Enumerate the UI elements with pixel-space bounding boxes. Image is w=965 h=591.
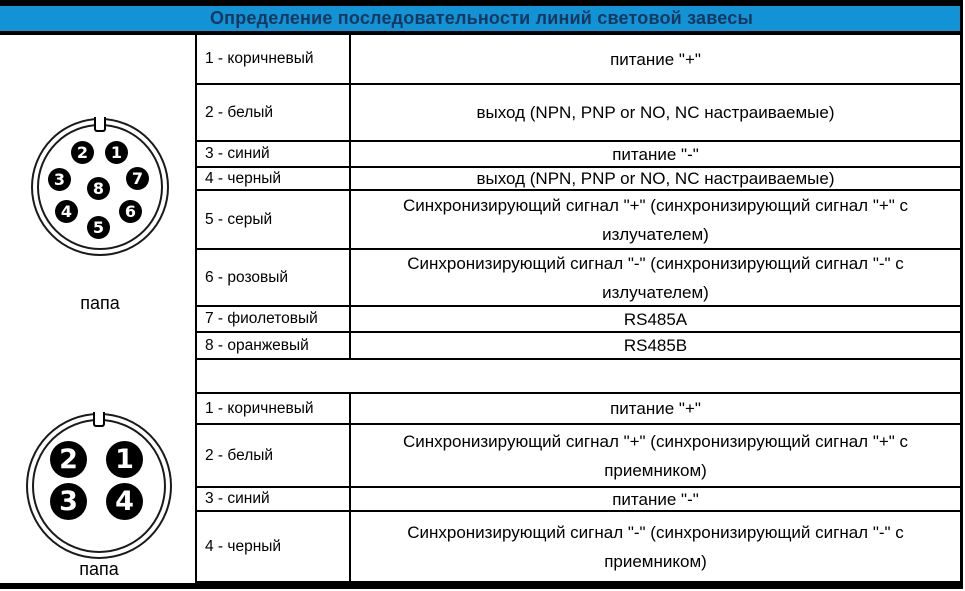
keyway-notch-icon (94, 117, 106, 132)
keyway-notch-icon (93, 412, 105, 427)
pin-label-cell: 4 - черный (197, 168, 351, 189)
connector-8pin-gender-label: папа (80, 293, 120, 313)
connector-4pin-gender-label: папа (79, 559, 119, 579)
pin-label-cell: 4 - черный (197, 512, 351, 581)
table-row (197, 35, 960, 85)
table-spacer-row (197, 360, 960, 394)
pin-label-cell: 2 - белый (197, 425, 351, 486)
pin-marker-7: 7 (126, 167, 149, 190)
bottom-border-bar (0, 583, 963, 589)
pin-marker-5: 5 (87, 216, 110, 239)
pin-label-cell: 8 - оранжевый (197, 333, 351, 358)
pin-label-cell: 2 - белый (197, 85, 351, 140)
title-band (0, 6, 963, 31)
pin-desc-cell: RS485B (623, 336, 688, 355)
connector-4pin-diagram (26, 413, 172, 559)
pin-desc-cell: выход (NPN, PNP or NO, NC настраиваемые) (476, 103, 835, 122)
page-title: Определение последовательности линий световой завесы (209, 8, 754, 28)
pin-label-cell: 3 - синий (197, 142, 351, 166)
pin-desc-cell: питание "+" (610, 49, 701, 69)
pin-label-cell: 1 - коричневый (197, 394, 351, 423)
connector-8pin-diagram (31, 118, 169, 256)
pin-desc-cell: RS485A (623, 309, 688, 329)
table-row (197, 168, 960, 191)
table-row (197, 250, 960, 307)
connector-inner-ring (32, 419, 166, 553)
table-row (197, 425, 960, 488)
pin-desc-cell: Синхронизирующий сигнал "-" (синхронизирующий сигнал "-" с приемником) (407, 522, 904, 571)
pin-marker-4: 4 (106, 483, 143, 520)
pin-marker-2: 2 (71, 141, 94, 164)
table-row (197, 307, 960, 333)
pin-marker-3: 3 (50, 483, 87, 520)
connector-outer-ring (26, 413, 172, 559)
pin-marker-2: 2 (50, 441, 87, 478)
pin-label-cell: 3 - синий (197, 488, 351, 510)
pin-marker-3: 3 (48, 168, 71, 191)
pin-label-cell: 6 - розовый (197, 250, 351, 305)
pin-desc-cell: питание "-" (612, 144, 699, 164)
pin-marker-6: 6 (119, 200, 142, 223)
pin-desc-cell: выход (NPN, PNP or NO, NC настраиваемые) (476, 169, 835, 188)
pin-desc-cell: Синхронизирующий сигнал "+" (синхронизирующий сигнал "+" с приемником) (402, 431, 909, 480)
table-row (197, 333, 960, 360)
pin-desc-cell: Синхронизирующий сигнал "-" (синхронизирующий сигнал "-" с излучателем) (407, 253, 904, 302)
table-row (197, 512, 960, 583)
pin-label-cell: 7 - фиолетовый (197, 307, 351, 331)
pin-marker-4: 4 (55, 200, 78, 223)
pin-desc-cell: питание "+" (610, 399, 701, 418)
right-border-rule (960, 0, 963, 589)
pin-label-cell: 5 - серый (197, 191, 351, 248)
pin-desc-cell: питание "-" (612, 489, 699, 509)
pinout-table (195, 35, 960, 583)
pin-marker-8: 8 (87, 177, 110, 200)
table-row (197, 191, 960, 250)
pin-desc-cell: Синхронизирующий сигнал "+" (синхронизирующий сигнал "+" с излучателем) (402, 195, 909, 244)
pin-marker-1: 1 (106, 441, 143, 478)
pin-label-cell: 1 - коричневый (197, 35, 351, 83)
table-row (197, 488, 960, 512)
pin-marker-1: 1 (105, 141, 128, 164)
table-row (197, 394, 960, 425)
table-row (197, 85, 960, 142)
